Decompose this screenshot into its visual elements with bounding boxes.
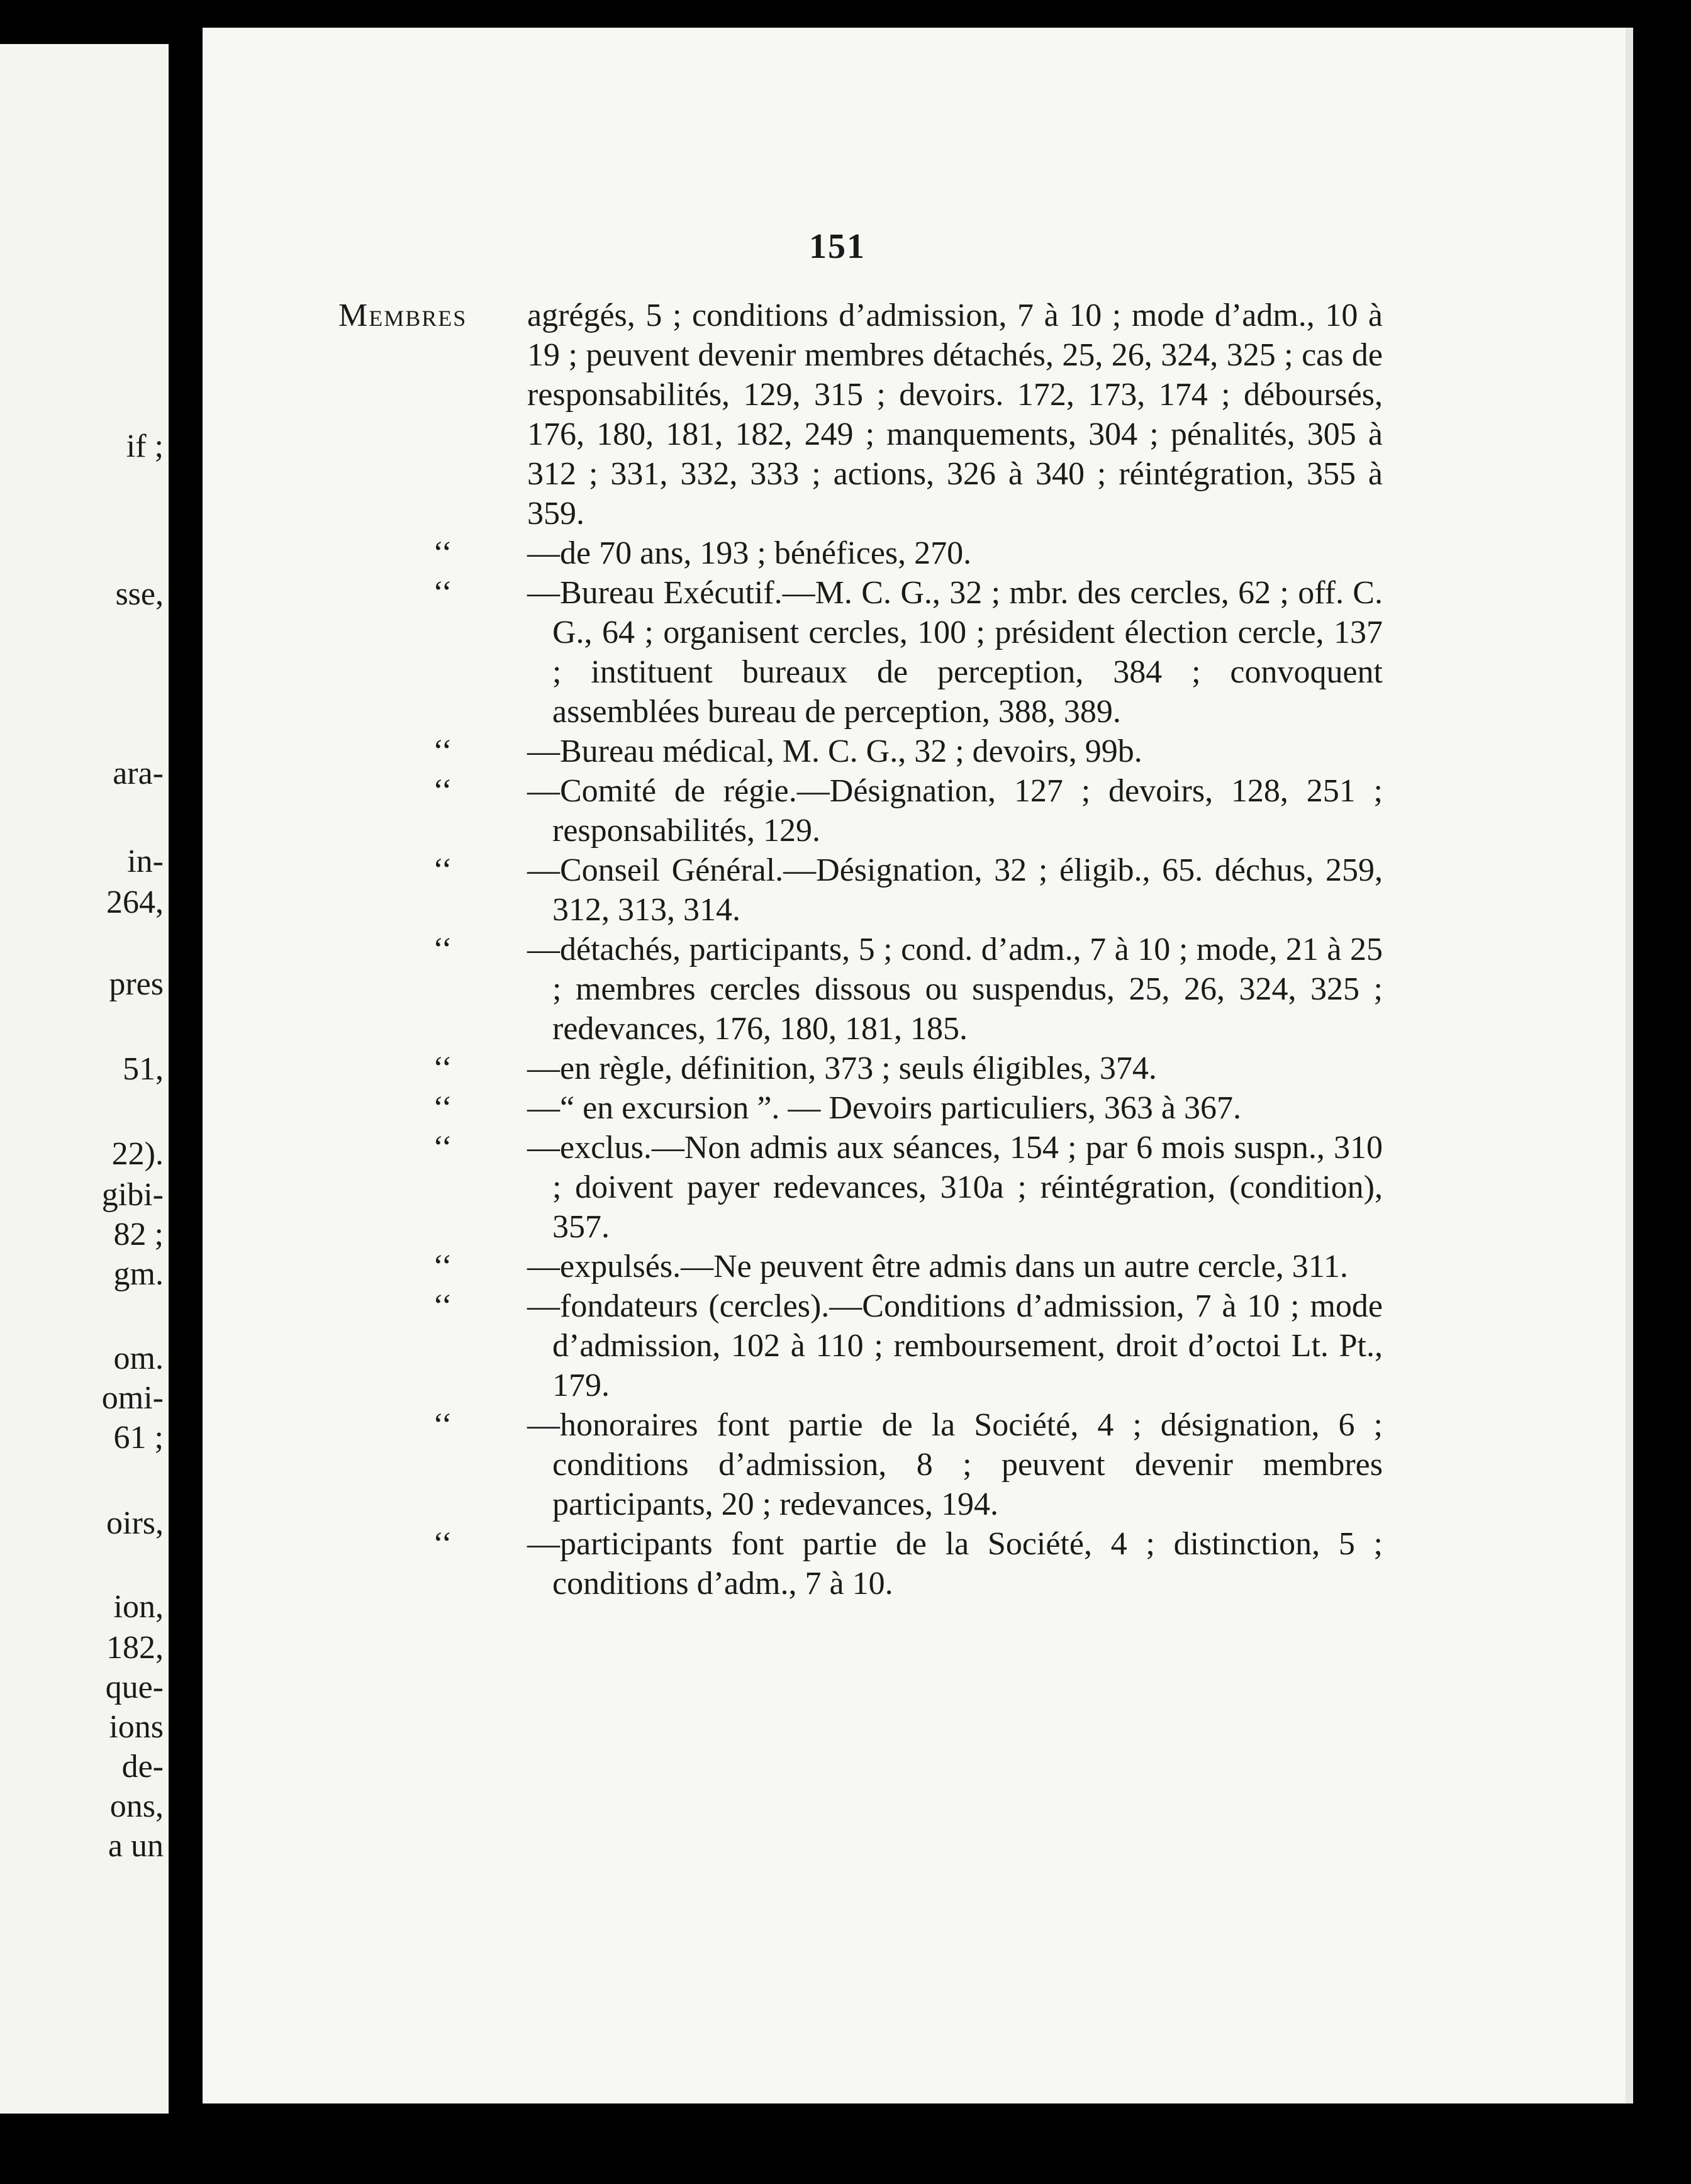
subentry-text: —fondateurs (cercles).—Conditions d’admission, 7 à 10 ; mode d’admission, 102 à 110 ; remboursement, droit d’octoi Lt. Pt., 179. [527, 1288, 1383, 1403]
left-page-fragment: sse, [115, 576, 164, 612]
subentry [338, 1405, 1383, 1524]
left-page-fragment: que- [105, 1669, 164, 1705]
ditto-mark: ‘‘ [433, 1249, 452, 1284]
entry-heading: Membres [338, 298, 467, 333]
left-page-fragment: 82 ; [113, 1217, 164, 1252]
ditto-mark: ‘‘ [433, 773, 452, 809]
subentry [338, 1524, 1383, 1603]
subentry-text: —Conseil Général.—Désignation, 32 ; éligib., 65. déchus, 259, 312, 313, 314. [527, 852, 1383, 928]
subentry-text: —Bureau médical, M. C. G., 32 ; devoirs, 99b. [527, 733, 1142, 769]
book-gutter [169, 44, 203, 2120]
subentry-text: —honoraires font partie de la Société, 4 ; désignation, 6 ; conditions d’admission, 8 ; peuvent devenir membres participants, 20 ; redevances, 194. [527, 1407, 1383, 1522]
left-page-fragment: in- [127, 844, 164, 879]
entry-text: agrégés, 5 ; conditions d’admission, 7 à 10 ; mode d’adm., 10 à 19 ; peuvent devenir membres détachés, 25, 26, 324, 325 ; cas de responsabilités, 129, 315 ; devoirs. 172, 173, 174 ; déboursés, 176, 180, 181, 182, 249 ; manquements, 304 ; pénalités, 305 à 312 ; 331, 332, 333 ; actions, 326 à 340 ; réintégration, 355 à 359. [527, 298, 1383, 532]
ditto-mark: ‘‘ [433, 1526, 452, 1562]
ditto-mark: ‘‘ [433, 1407, 452, 1443]
left-page-fragment: 51, [123, 1051, 164, 1087]
ditto-mark: ‘‘ [433, 1050, 452, 1086]
ditto-mark: ‘‘ [433, 1090, 452, 1126]
left-page-fragment: 22). [111, 1136, 164, 1172]
left-page-fragment: ion, [113, 1589, 164, 1625]
left-page-fragment: de- [121, 1749, 164, 1785]
subentry-text: —détachés, participants, 5 ; cond. d’adm., 7 à 10 ; mode, 21 à 25 ; membres cercles dissous ou suspendus, 25, 26, 324, 325 ; redevances, 176, 180, 181, 185. [527, 932, 1383, 1047]
subentry [338, 930, 1383, 1049]
subentry-text: —de 70 ans, 193 ; bénéfices, 270. [527, 535, 972, 571]
subentry [338, 1247, 1383, 1286]
left-page-fragment: if ; [126, 428, 164, 464]
left-page-fragment: pres [109, 966, 164, 1002]
page-number: 151 [809, 227, 866, 266]
subentry-text: —“ en excursion ”. — Devoirs particuliers, 363 à 367. [527, 1090, 1242, 1126]
subentry [338, 573, 1383, 732]
ditto-mark: ‘‘ [433, 733, 452, 769]
left-page-fragment: gibi- [101, 1177, 164, 1213]
left-page-fragment: gm. [113, 1256, 164, 1292]
subentry [338, 1049, 1383, 1088]
left-page-fragment: omi- [101, 1380, 164, 1416]
ditto-mark: ‘‘ [433, 932, 452, 967]
ditto-mark: ‘‘ [433, 535, 452, 571]
left-page-fragment: 182, [106, 1630, 164, 1666]
ditto-mark: ‘‘ [433, 1130, 452, 1166]
subentry [338, 1286, 1383, 1405]
subentry [338, 732, 1383, 771]
ditto-mark: ‘‘ [433, 1288, 452, 1324]
left-page-fragment: ions [109, 1709, 164, 1745]
left-page-fragment: ara- [113, 755, 164, 791]
subentry [338, 533, 1383, 573]
page-edge-shadow [1626, 28, 1633, 2103]
left-page-fragment: ons, [109, 1788, 164, 1824]
subentry [338, 1088, 1383, 1128]
left-page-fragment: 264, [106, 884, 164, 920]
subentry-text: —participants font partie de la Société, 4 ; distinction, 5 ; conditions d’adm., 7 à 10. [527, 1526, 1383, 1602]
subentry-text: —Comité de régie.—Désignation, 127 ; devoirs, 128, 251 ; responsabilités, 129. [527, 773, 1383, 849]
left-page-fragment: a un [108, 1828, 164, 1864]
index-entry-membres [338, 296, 1383, 533]
subentry [338, 1128, 1383, 1247]
subentry-text: —exclus.—Non admis aux séances, 154 ; par 6 mois suspn., 310 ; doivent payer redevances, 310a ; réintégration, (condition), 357. [527, 1130, 1383, 1245]
left-page-fragment: om. [113, 1340, 164, 1376]
index-block [338, 296, 1383, 1603]
subentry [338, 771, 1383, 850]
subentry-text: —expulsés.—Ne peuvent être admis dans un autre cercle, 311. [527, 1249, 1348, 1284]
left-page-edge [0, 44, 169, 2114]
subentry [338, 850, 1383, 930]
left-page-fragment: oirs, [106, 1505, 164, 1541]
subentry-text: —en règle, définition, 373 ; seuls éligibles, 374. [527, 1050, 1157, 1086]
ditto-mark: ‘‘ [433, 852, 452, 888]
ditto-mark: ‘‘ [433, 575, 452, 611]
subentry-text: —Bureau Exécutif.—M. C. G., 32 ; mbr. des cercles, 62 ; off. C. G., 64 ; organisent cercles, 100 ; président élection cercle, 137 ; instituent bureaux de perception, 384 ; convoquent assemblées bureau de perception, 388, 389. [527, 575, 1383, 730]
left-page-fragment: 61 ; [113, 1420, 164, 1456]
